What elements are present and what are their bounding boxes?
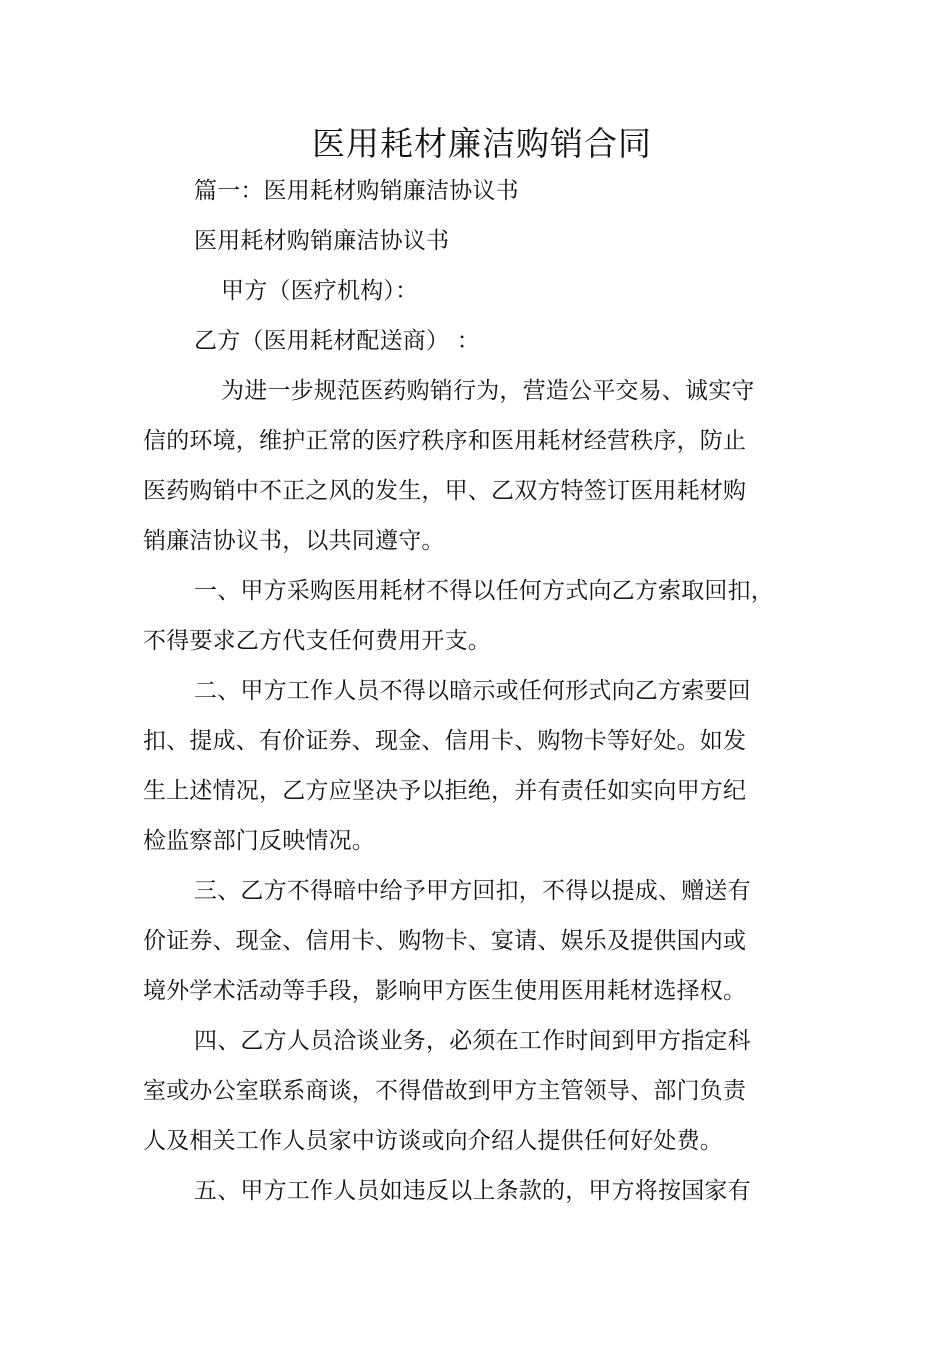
clause-line: 检监察部门反映情况。 xyxy=(143,828,375,854)
agreement-title: 医用耗材购销廉洁协议书 xyxy=(194,228,450,254)
clause-line: 三、乙方不得暗中给予甲方回扣，不得以提成、赠送有 xyxy=(194,878,751,904)
body-line: 信的环境，维护正常的医疗秩序和医用耗材经营秩序，防止 xyxy=(143,428,747,454)
clause-line: 扣、提成、有价证券、现金、信用卡、购物卡等好处。如发 xyxy=(143,728,747,754)
clause-line: 五、甲方工作人员如违反以上条款的，甲方将按国家有 xyxy=(194,1178,751,1204)
body-line: 医药购销中不正之风的发生，甲、乙双方特签订医用耗材购 xyxy=(143,478,747,504)
clause-line: 境外学术活动等手段，影响甲方医生使用医用耗材选择权。 xyxy=(143,978,747,1004)
clause-line: 价证券、现金、信用卡、购物卡、宴请、娱乐及提供国内或 xyxy=(143,928,747,954)
clause-line: 不得要求乙方代支任何费用开支。 xyxy=(143,628,491,654)
party-b-line: 乙方（医用耗材配送商） ： xyxy=(194,328,480,354)
clause-line: 四、乙方人员洽谈业务，必须在工作时间到甲方指定科 xyxy=(194,1028,751,1054)
clause-line: 二、甲方工作人员不得以暗示或任何形式向乙方索要回 xyxy=(194,678,751,704)
clause-line: 一、甲方采购医用耗材不得以任何方式向乙方索取回扣， xyxy=(194,578,774,604)
clause-line: 生上述情况，乙方应坚决予以拒绝，并有责任如实向甲方纪 xyxy=(143,778,747,804)
section-heading: 篇一：医用耗材购销廉洁协议书 xyxy=(194,178,519,204)
clause-line: 室或办公室联系商谈，不得借故到甲方主管领导、部门负责 xyxy=(143,1078,747,1104)
clause-line: 人及相关工作人员家中访谈或向介绍人提供任何好处费。 xyxy=(143,1128,723,1154)
body-line: 销廉洁协议书，以共同遵守。 xyxy=(143,528,445,554)
body-line: 为进一步规范医药购销行为，营造公平交易、诚实守 xyxy=(221,378,755,404)
party-a-line: 甲方（医疗机构）： xyxy=(221,278,419,304)
document-title: 医用耗材廉洁购销合同 xyxy=(312,124,652,163)
